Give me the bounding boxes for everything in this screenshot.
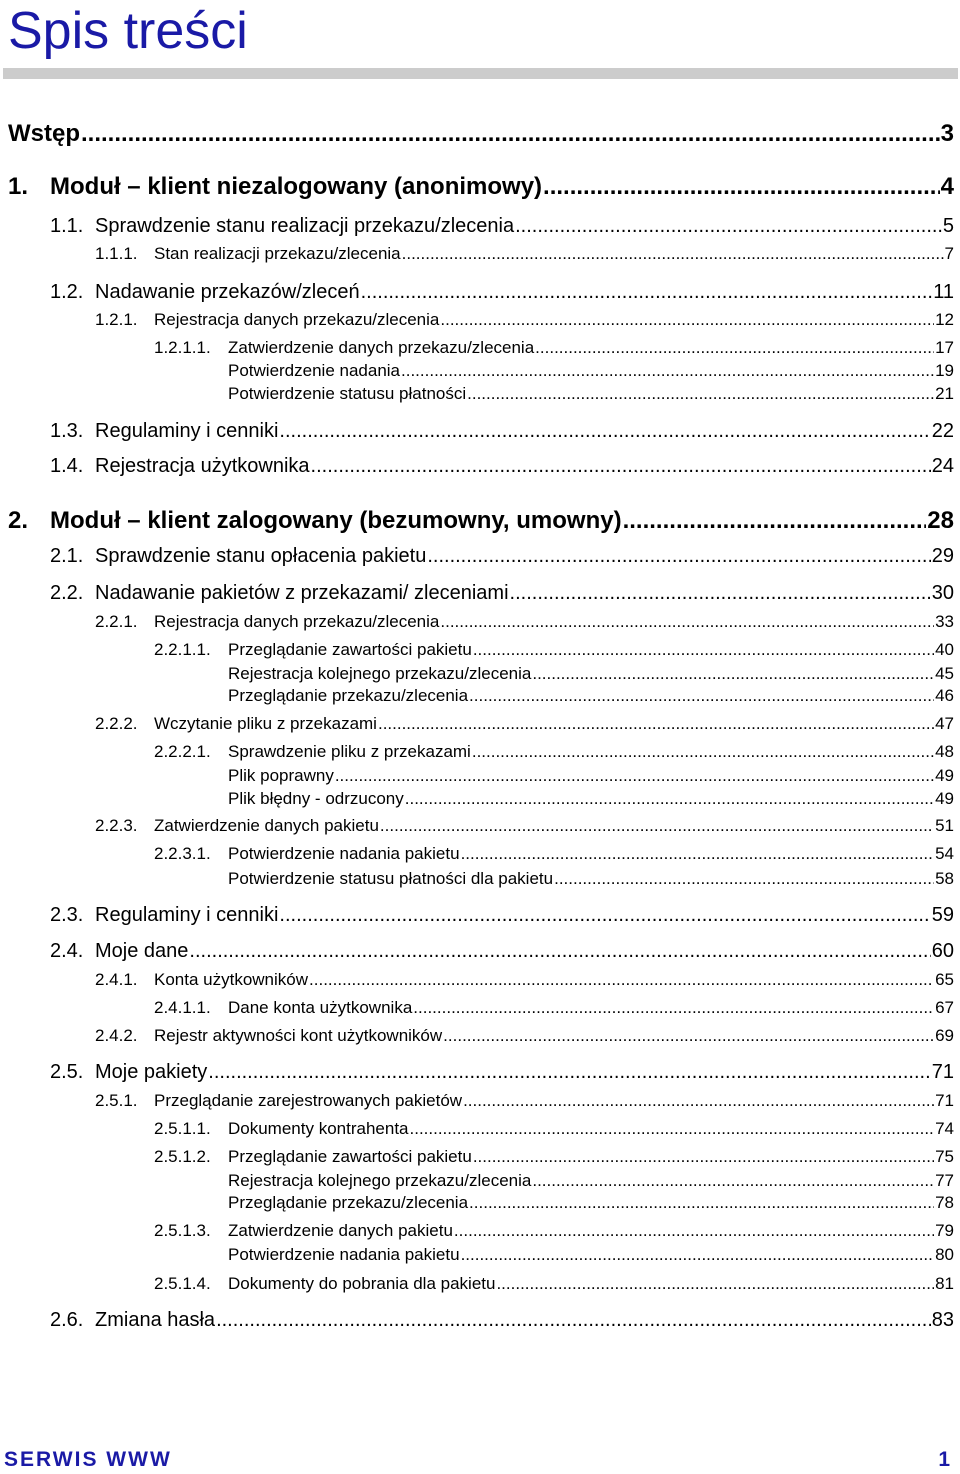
toc-entry[interactable] bbox=[95, 1026, 954, 1048]
toc-dot-leader bbox=[380, 816, 934, 836]
toc-entry[interactable] bbox=[154, 361, 954, 383]
toc-entry-page: 45 bbox=[935, 664, 954, 683]
toc-dot-leader bbox=[463, 1091, 934, 1111]
toc-entry[interactable] bbox=[154, 844, 954, 866]
toc-entry-number: 2.4.1.1. bbox=[154, 998, 211, 1017]
toc-entry[interactable] bbox=[95, 970, 954, 992]
toc-entry-page: 78 bbox=[935, 1193, 954, 1212]
toc-entry-number: 2.6. bbox=[50, 1309, 84, 1331]
toc-dot-leader bbox=[413, 998, 934, 1018]
toc-entry[interactable] bbox=[154, 1274, 954, 1296]
toc-entry-number: 2.2.1. bbox=[95, 612, 138, 631]
toc-entry-title: Moduł – klient zalogowany (bezumowny, umowny) bbox=[50, 507, 622, 534]
toc-entry-title: Rejestracja kolejnego przekazu/zlecenia bbox=[228, 664, 532, 683]
title-divider bbox=[3, 68, 958, 79]
toc-entry-page: 60 bbox=[931, 940, 954, 962]
toc-entry-title: Zatwierdzenie danych pakietu bbox=[154, 816, 379, 835]
toc-entry-page: 17 bbox=[935, 338, 954, 357]
toc-entry-page: 7 bbox=[944, 244, 954, 263]
toc-entry-title: Stan realizacji przekazu/zlecenia bbox=[154, 244, 401, 263]
toc-entry[interactable] bbox=[95, 612, 954, 634]
page-title: Spis treści bbox=[8, 2, 248, 60]
toc-entry-number: 2.2.3. bbox=[95, 816, 138, 835]
toc-entry-number: 2.5. bbox=[50, 1061, 84, 1083]
toc-entry[interactable] bbox=[50, 281, 954, 307]
toc-entry-number: 2.2.3.1. bbox=[154, 844, 211, 863]
toc-entry-title: Rejestracja użytkownika bbox=[95, 455, 310, 477]
toc-entry-title: Przeglądanie przekazu/zlecenia bbox=[228, 686, 469, 705]
toc-entry[interactable] bbox=[154, 1119, 954, 1141]
toc-entry-page: 21 bbox=[935, 384, 954, 403]
toc-dot-leader bbox=[189, 940, 930, 963]
toc-entry-title: Dokumenty kontrahenta bbox=[228, 1119, 409, 1138]
toc-entry-page: 71 bbox=[931, 1061, 954, 1083]
toc-entry-page: 77 bbox=[935, 1171, 954, 1190]
toc-entry-number: 2.2. bbox=[50, 582, 84, 604]
toc-entry-page: 24 bbox=[931, 455, 954, 477]
toc-entry-page: 75 bbox=[935, 1147, 954, 1166]
toc-entry[interactable] bbox=[154, 742, 954, 764]
toc-entry-page: 49 bbox=[935, 789, 954, 808]
toc-entry-page: 47 bbox=[935, 714, 954, 733]
toc-entry-page: 71 bbox=[935, 1091, 954, 1110]
toc-entry-number: 2.2.2.1. bbox=[154, 742, 211, 761]
toc-entry-title: Regulaminy i cenniki bbox=[95, 420, 279, 442]
toc-entry[interactable] bbox=[154, 766, 954, 788]
toc-dot-leader bbox=[335, 766, 934, 786]
toc-dot-leader bbox=[410, 1119, 935, 1139]
toc-entry-number: 1.2.1.1. bbox=[154, 338, 211, 357]
toc-entry-page: 59 bbox=[931, 904, 954, 926]
toc-dot-leader bbox=[496, 1274, 934, 1294]
toc-entry-page: 40 bbox=[935, 640, 954, 659]
toc-entry[interactable] bbox=[154, 384, 954, 406]
toc-entry-page: 11 bbox=[933, 281, 954, 303]
toc-dot-leader bbox=[440, 612, 934, 632]
toc-entry-number: 2.1. bbox=[50, 545, 84, 567]
toc-dot-leader bbox=[454, 1221, 934, 1241]
toc-entry-title: Wstęp bbox=[8, 120, 80, 147]
toc-entry[interactable] bbox=[95, 310, 954, 332]
toc-entry[interactable] bbox=[154, 640, 954, 662]
toc-dot-leader bbox=[532, 1171, 934, 1191]
footer-brand: SERWIS WWW bbox=[4, 1448, 172, 1471]
toc-dot-leader bbox=[443, 1026, 934, 1046]
toc-entry-number: 1. bbox=[8, 173, 29, 200]
toc-entry-page: 48 bbox=[935, 742, 954, 761]
toc-entry-title: Rejestracja danych przekazu/zlecenia bbox=[154, 612, 440, 631]
toc-dot-leader bbox=[473, 640, 934, 660]
toc-entry-page: 54 bbox=[935, 844, 954, 863]
toc-entry[interactable] bbox=[154, 869, 954, 891]
toc-entry[interactable] bbox=[50, 1309, 954, 1335]
toc-entry-title: Rejestr aktywności kont użytkowników bbox=[154, 1026, 443, 1045]
toc-entry-number: 2.5.1.3. bbox=[154, 1221, 211, 1240]
toc-entry-title: Moje dane bbox=[95, 940, 189, 962]
toc-entry-number: 2.2.2. bbox=[95, 714, 138, 733]
toc-dot-leader bbox=[469, 686, 934, 706]
toc-entry-page: 46 bbox=[935, 686, 954, 705]
toc-entry[interactable] bbox=[154, 1171, 954, 1193]
toc-entry-number: 1.1. bbox=[50, 215, 84, 237]
toc-entry-title: Potwierdzenie statusu płatności bbox=[228, 384, 467, 403]
toc-entry-title: Zmiana hasła bbox=[95, 1309, 216, 1331]
toc-dot-leader bbox=[427, 545, 930, 568]
toc-entry[interactable] bbox=[154, 998, 954, 1020]
toc-entry-page: 12 bbox=[935, 310, 954, 329]
toc-entry-page: 30 bbox=[931, 582, 954, 604]
toc-entry[interactable] bbox=[50, 455, 954, 481]
toc-entry-title: Moduł – klient niezalogowany (anonimowy) bbox=[50, 173, 543, 200]
toc-entry[interactable] bbox=[154, 789, 954, 811]
toc-dot-leader bbox=[208, 1061, 930, 1084]
toc-entry-number: 2.5.1.4. bbox=[154, 1274, 211, 1293]
toc-entry-title: Przeglądanie zarejestrowanych pakietów bbox=[154, 1091, 463, 1110]
toc-entry-title: Przeglądanie przekazu/zlecenia bbox=[228, 1193, 469, 1212]
toc-entry[interactable] bbox=[154, 686, 954, 708]
toc-entry-page: 81 bbox=[935, 1274, 954, 1293]
toc-entry[interactable] bbox=[50, 420, 954, 446]
toc-dot-leader bbox=[81, 120, 940, 148]
toc-entry-number: 1.1.1. bbox=[95, 244, 138, 263]
toc-entry-page: 74 bbox=[935, 1119, 954, 1138]
toc-entry-page: 5 bbox=[942, 215, 954, 237]
toc-entry-page: 79 bbox=[935, 1221, 954, 1240]
toc-entry-number: 2.5.1. bbox=[95, 1091, 138, 1110]
toc-entry[interactable] bbox=[8, 120, 954, 150]
toc-entry[interactable] bbox=[8, 507, 954, 537]
toc-dot-leader bbox=[216, 1309, 931, 1332]
toc-entry-page: 33 bbox=[935, 612, 954, 631]
toc-entry-number: 1.2. bbox=[50, 281, 84, 303]
toc-entry-title: Potwierdzenie statusu płatności dla pakietu bbox=[228, 869, 554, 888]
toc-dot-leader bbox=[623, 507, 927, 535]
toc-entry-title: Plik poprawny bbox=[228, 766, 334, 785]
toc-entry-title: Potwierdzenie nadania pakietu bbox=[228, 844, 460, 863]
toc-dot-leader bbox=[461, 1245, 935, 1265]
toc-entry-title: Przeglądanie zawartości pakietu bbox=[228, 1147, 472, 1166]
toc-entry[interactable] bbox=[50, 582, 954, 608]
toc-dot-leader bbox=[543, 173, 940, 201]
toc-entry[interactable] bbox=[8, 173, 954, 203]
toc-entry-title: Zatwierdzenie danych przekazu/zlecenia bbox=[228, 338, 535, 357]
toc-entry[interactable] bbox=[95, 816, 954, 838]
toc-entry[interactable] bbox=[50, 215, 954, 241]
toc-entry-title: Wczytanie pliku z przekazami bbox=[154, 714, 377, 733]
toc-entry[interactable] bbox=[95, 714, 954, 736]
toc-entry-title: Potwierdzenie nadania pakietu bbox=[228, 1245, 460, 1264]
toc-dot-leader bbox=[554, 869, 934, 889]
toc-entry-page: 28 bbox=[927, 507, 954, 534]
toc-entry-page: 29 bbox=[931, 545, 954, 567]
toc-entry[interactable] bbox=[50, 904, 954, 930]
toc-entry-title: Rejestracja danych przekazu/zlecenia bbox=[154, 310, 440, 329]
toc-entry-title: Przeglądanie zawartości pakietu bbox=[228, 640, 472, 659]
toc-entry-number: 1.3. bbox=[50, 420, 84, 442]
toc-entry-page: 80 bbox=[935, 1245, 954, 1264]
toc-entry-title: Nadawanie przekazów/zleceń bbox=[95, 281, 360, 303]
toc-entry-title: Konta użytkowników bbox=[154, 970, 309, 989]
toc-dot-leader bbox=[402, 244, 944, 264]
toc-entry-title: Nadawanie pakietów z przekazami/ zleceniami bbox=[95, 582, 509, 604]
toc-dot-leader bbox=[535, 338, 934, 358]
toc-dot-leader bbox=[515, 215, 942, 238]
toc-dot-leader bbox=[532, 664, 934, 684]
toc-entry[interactable] bbox=[154, 664, 954, 686]
toc-entry-page: 58 bbox=[935, 869, 954, 888]
toc-entry-page: 4 bbox=[940, 173, 954, 200]
toc-entry[interactable] bbox=[154, 1193, 954, 1215]
toc-entry-number: 2.2.1.1. bbox=[154, 640, 211, 659]
toc-dot-leader bbox=[440, 310, 934, 330]
toc-entry-title: Sprawdzenie pliku z przekazami bbox=[228, 742, 471, 761]
toc-dot-leader bbox=[510, 582, 931, 605]
toc-entry[interactable] bbox=[95, 244, 954, 266]
toc-entry[interactable] bbox=[50, 940, 954, 966]
toc-dot-leader bbox=[469, 1193, 934, 1213]
toc-entry[interactable] bbox=[50, 545, 954, 571]
toc-dot-leader bbox=[472, 742, 934, 762]
toc-entry-number: 1.2.1. bbox=[95, 310, 138, 329]
toc-entry-title: Plik błędny - odrzucony bbox=[228, 789, 404, 808]
toc-entry-page: 3 bbox=[940, 120, 954, 147]
toc-entry-number: 1.4. bbox=[50, 455, 84, 477]
toc-entry[interactable] bbox=[154, 1221, 954, 1243]
toc-dot-leader bbox=[405, 789, 934, 809]
toc-entry-page: 65 bbox=[935, 970, 954, 989]
toc-entry-number: 2.4. bbox=[50, 940, 84, 962]
toc-entry-number: 2.3. bbox=[50, 904, 84, 926]
toc-dot-leader bbox=[309, 970, 934, 990]
toc-dot-leader bbox=[473, 1147, 934, 1167]
toc-entry-page: 19 bbox=[935, 361, 954, 380]
toc-entry-page: 83 bbox=[931, 1309, 954, 1331]
toc-entry-title: Moje pakiety bbox=[95, 1061, 208, 1083]
toc-dot-leader bbox=[467, 384, 934, 404]
toc-entry[interactable] bbox=[50, 1061, 954, 1087]
toc-entry-number: 2.5.1.1. bbox=[154, 1119, 211, 1138]
toc-dot-leader bbox=[311, 455, 931, 478]
toc-dot-leader bbox=[461, 844, 935, 864]
toc-entry-title: Zatwierdzenie danych pakietu bbox=[228, 1221, 453, 1240]
toc-dot-leader bbox=[279, 904, 930, 927]
toc-entry[interactable] bbox=[154, 1147, 954, 1169]
toc-entry-page: 22 bbox=[931, 420, 954, 442]
toc-entry[interactable] bbox=[154, 338, 954, 360]
toc-entry-page: 67 bbox=[935, 998, 954, 1017]
toc-entry-title: Dane konta użytkownika bbox=[228, 998, 413, 1017]
toc-entry-number: 2.4.2. bbox=[95, 1026, 138, 1045]
toc-entry-page: 49 bbox=[935, 766, 954, 785]
footer-page-number: 1 bbox=[938, 1448, 950, 1471]
toc-dot-leader bbox=[401, 361, 934, 381]
toc-entry-title: Rejestracja kolejnego przekazu/zlecenia bbox=[228, 1171, 532, 1190]
toc-entry[interactable] bbox=[95, 1091, 954, 1113]
toc-entry-number: 2.4.1. bbox=[95, 970, 138, 989]
toc-entry[interactable] bbox=[154, 1245, 954, 1267]
toc-dot-leader bbox=[378, 714, 934, 734]
toc-entry-title: Dokumenty do pobrania dla pakietu bbox=[228, 1274, 496, 1293]
toc-dot-leader bbox=[361, 281, 933, 304]
toc-entry-title: Potwierdzenie nadania bbox=[228, 361, 401, 380]
page-footer bbox=[4, 1448, 950, 1474]
toc-entry-page: 69 bbox=[935, 1026, 954, 1045]
toc-entry-title: Regulaminy i cenniki bbox=[95, 904, 279, 926]
toc-dot-leader bbox=[279, 420, 930, 443]
toc-entry-number: 2. bbox=[8, 507, 29, 534]
toc-entry-title: Sprawdzenie stanu realizacji przekazu/zlecenia bbox=[95, 215, 515, 237]
toc-entry-title: Sprawdzenie stanu opłacenia pakietu bbox=[95, 545, 427, 567]
toc-entry-page: 51 bbox=[935, 816, 954, 835]
toc-entry-number: 2.5.1.2. bbox=[154, 1147, 211, 1166]
